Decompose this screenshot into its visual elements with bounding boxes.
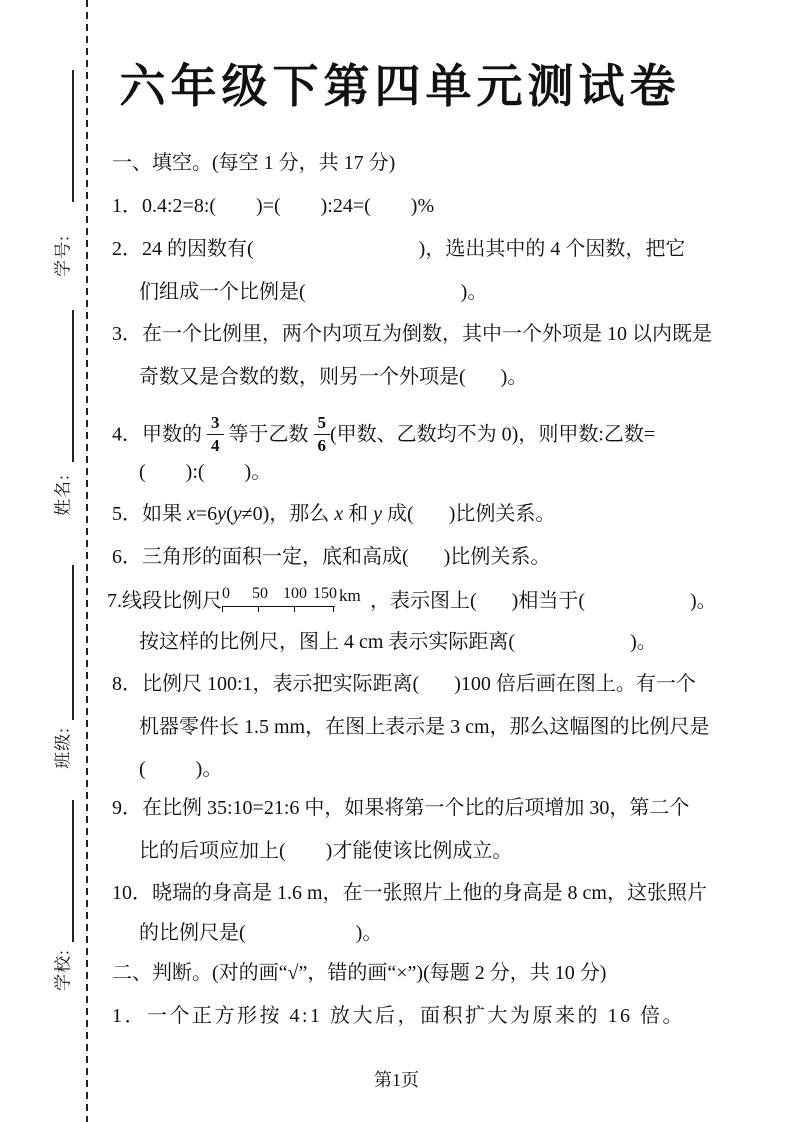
fill-q8-line3: ( )。 xyxy=(139,758,223,780)
ruler-tick xyxy=(222,606,223,612)
class-label: 班级: xyxy=(53,727,73,769)
name-label: 姓名: xyxy=(53,474,73,516)
fraction-numerator: 3 xyxy=(207,413,224,435)
section-2-heading: 二、判断。(对的画“√”，错的画“×”)(每题 2 分，共 10 分) xyxy=(112,962,607,984)
q5-text: ≠0)，那么 xyxy=(241,503,335,525)
variable-y: y xyxy=(373,503,383,525)
fill-q10-line2: 的比例尺是( )。 xyxy=(139,922,383,944)
ruler-unit-km: km xyxy=(339,586,361,605)
fill-q8-line1: 8．比例尺 100:1，表示把实际距离( )100 倍后画在图上。有一个 xyxy=(112,673,696,695)
q7-text-a: 7.线段比例尺 xyxy=(107,590,222,612)
ruler-tick xyxy=(294,606,295,612)
q5-text: 成( )比例关系。 xyxy=(382,503,556,525)
ruler-label-100: 100 xyxy=(283,585,307,602)
fill-q10-line1: 10．晓瑞的身高是 1.6 m，在一张照片上他的身高是 8 cm，这张照片 xyxy=(112,882,707,904)
q5-text: ( xyxy=(226,503,233,525)
fill-q7-line1 xyxy=(107,586,717,614)
fill-q7-line2: 按这样的比例尺，图上 4 cm 表示实际距离( )。 xyxy=(139,631,657,653)
judge-q1: 1．一个正方形按 4:1 放大后，面积扩大为原来的 16 倍。 xyxy=(112,1005,686,1027)
fill-q6: 6．三角形的面积一定，底和高成( )比例关系。 xyxy=(112,546,551,568)
name-write-line xyxy=(72,310,74,462)
q4-text-c: (甲数、乙数均不为 0)，则甲数:乙数= xyxy=(330,423,656,446)
fill-q9-line1: 9．在比例 35:10=21:6 中，如果将第一个比的后项增加 30，第二个 xyxy=(112,797,690,819)
q4-text-b: 等于乙数 xyxy=(223,423,314,446)
variable-y: y xyxy=(217,503,227,525)
page-title: 六年级下第四单元测试卷 xyxy=(119,60,681,112)
ruler-label-50: 50 xyxy=(252,585,268,602)
variable-x: x xyxy=(334,503,344,525)
fill-q5 xyxy=(112,501,555,527)
q5-text: 5．如果 xyxy=(112,503,187,525)
variable-x: x xyxy=(187,503,196,525)
student-number-label: 学号: xyxy=(53,235,73,277)
scale-ruler xyxy=(222,586,370,613)
fill-q3-line1: 3．在一个比例里，两个内项互为倒数，其中一个外项是 10 以内既是 xyxy=(112,323,712,345)
q4-text-a: 4．甲数的 xyxy=(112,423,207,446)
fill-q9-line2: 比的后项应加上( )才能使该比例成立。 xyxy=(139,840,513,862)
q7-text-b: ，表示图上( )相当于( )。 xyxy=(370,590,717,612)
school-write-line xyxy=(72,800,74,942)
fill-q2-line2: 们组成一个比例是( )。 xyxy=(139,281,488,303)
fill-q4-line2: ( ):( )。 xyxy=(139,461,272,483)
page-number: 第1页 xyxy=(374,1070,419,1090)
fraction-five-sixths xyxy=(314,413,331,455)
fill-q8-line2: 机器零件长 1.5 mm，在图上表示是 3 cm，那么这幅图的比例尺是 xyxy=(139,716,710,738)
ruler-tick xyxy=(333,606,334,612)
ruler-tick xyxy=(258,606,259,612)
class-write-line xyxy=(72,565,74,720)
variable-y: y xyxy=(232,503,242,525)
fill-q1: 1．0.4:2=8:( )=( ):24=( )% xyxy=(112,195,435,217)
fill-q3-line2: 奇数又是合数的数，则另一个外项是( )。 xyxy=(139,366,528,388)
section-1-heading: 一、填空。(每空 1 分，共 17 分) xyxy=(112,152,396,174)
ruler-label-150: 150 xyxy=(313,585,337,602)
student-number-write-line xyxy=(72,70,74,202)
fraction-denominator: 6 xyxy=(317,435,326,455)
ruler-label-0: 0 xyxy=(222,585,230,602)
fill-q2-line1: 2．24 的因数有( )，选出其中的 4 个因数，把它 xyxy=(112,238,686,260)
q5-text: 和 xyxy=(343,503,374,525)
school-label: 学校: xyxy=(53,949,73,991)
fill-q4-line1 xyxy=(112,415,655,457)
fraction-numerator: 5 xyxy=(314,413,331,435)
q5-text: =6 xyxy=(195,503,218,525)
dashed-tear-line xyxy=(86,0,88,1122)
fraction-three-quarters xyxy=(207,413,224,455)
fraction-denominator: 4 xyxy=(211,435,220,455)
ruler-baseline xyxy=(222,606,335,607)
